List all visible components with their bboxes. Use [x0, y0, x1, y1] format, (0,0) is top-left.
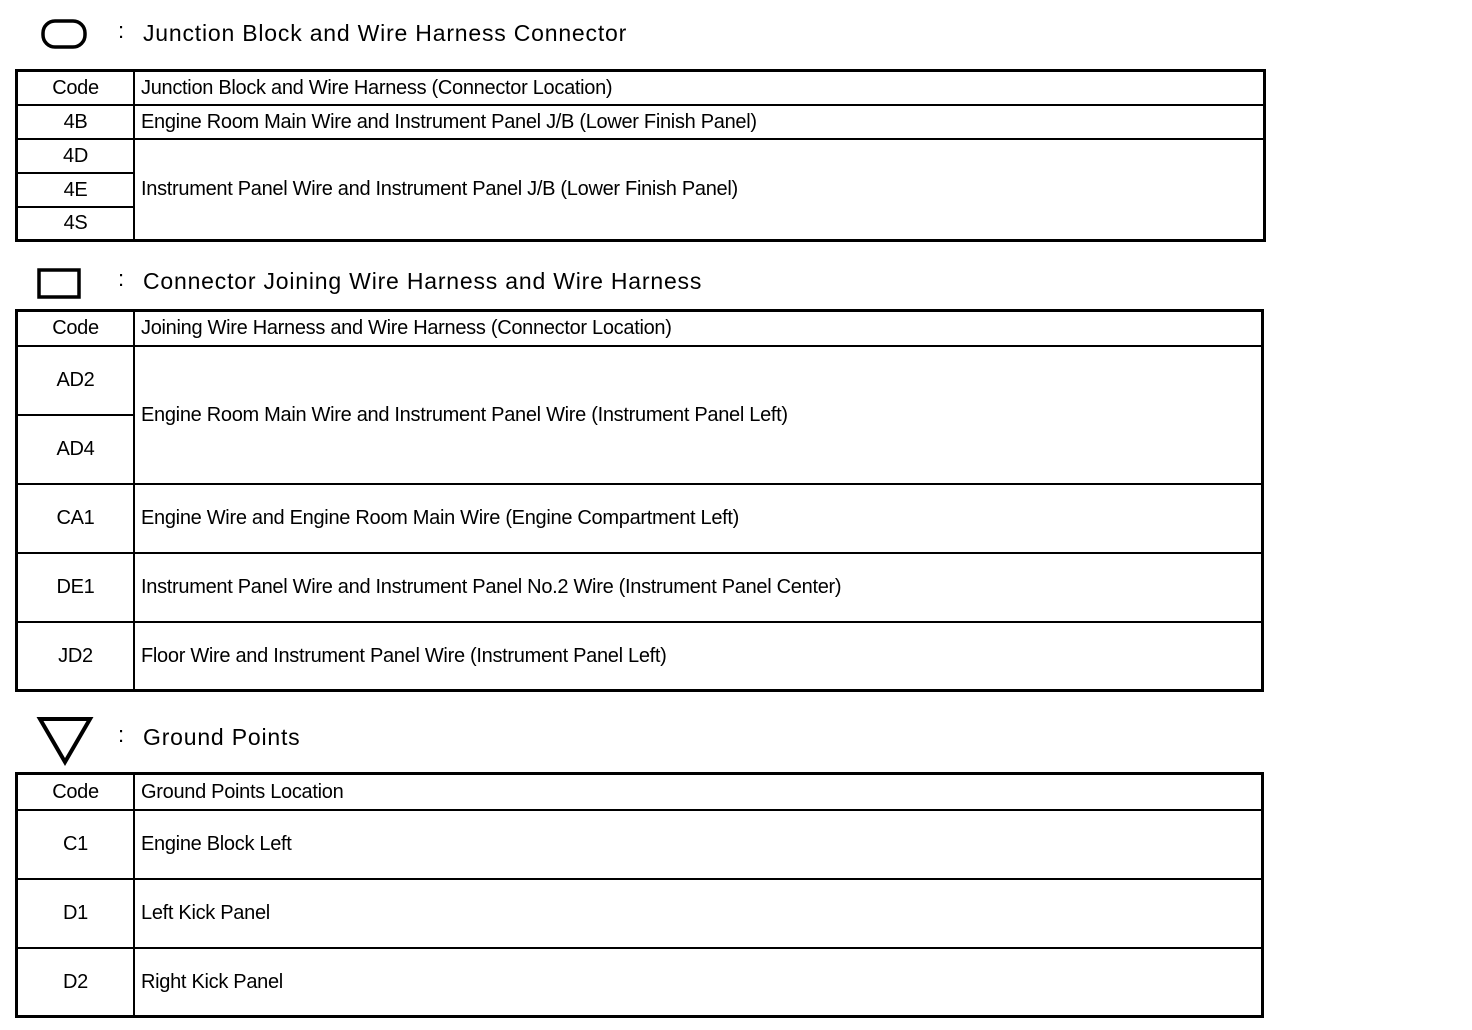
code-header: Code	[17, 311, 135, 346]
junction-table	[15, 69, 1266, 242]
row-code: JD2	[17, 622, 135, 691]
row-code: 4S	[17, 207, 135, 241]
row-location: Right Kick Panel	[134, 948, 1263, 1017]
row-location: Engine Block Left	[134, 810, 1263, 879]
junction-section-heading	[0, 14, 1300, 54]
junction-colon: :	[118, 18, 125, 43]
table-header-row	[17, 774, 1263, 810]
triangle-symbol-icon	[36, 716, 96, 768]
row-location: Left Kick Panel	[134, 879, 1263, 948]
ground-section-heading	[0, 716, 1300, 756]
code-header: Code	[17, 774, 135, 810]
row-location: Engine Room Main Wire and Instrument Panel J/B (Lower Finish Panel)	[134, 105, 1265, 139]
connector-section-heading	[0, 262, 1300, 302]
ground-colon: :	[118, 722, 125, 747]
ground-section-title: Ground Points	[143, 724, 301, 750]
location-header: Junction Block and Wire Harness (Connector Location)	[134, 71, 1265, 105]
row-code: 4B	[17, 105, 135, 139]
connector-table	[15, 309, 1264, 692]
row-location: Engine Room Main Wire and Instrument Panel Wire (Instrument Panel Left)	[134, 346, 1263, 484]
row-code: DE1	[17, 553, 135, 622]
row-code: AD4	[17, 415, 135, 484]
row-code: 4E	[17, 173, 135, 207]
row-location: Engine Wire and Engine Room Main Wire (Engine Compartment Left)	[134, 484, 1263, 553]
row-code: CA1	[17, 484, 135, 553]
row-location: Floor Wire and Instrument Panel Wire (Instrument Panel Left)	[134, 622, 1263, 691]
table-row	[17, 346, 1263, 415]
table-row	[17, 879, 1263, 948]
location-header: Ground Points Location	[134, 774, 1263, 810]
row-code: D1	[17, 879, 135, 948]
row-code: AD2	[17, 346, 135, 415]
table-row	[17, 484, 1263, 553]
junction-section-title: Junction Block and Wire Harness Connector	[143, 20, 628, 46]
table-row	[17, 105, 1265, 139]
row-code: C1	[17, 810, 135, 879]
code-header: Code	[17, 71, 135, 105]
table-row	[17, 810, 1263, 879]
rounded-rectangle-symbol-icon	[40, 18, 90, 52]
connector-colon: :	[118, 266, 125, 291]
table-row	[17, 622, 1263, 691]
table-row	[17, 948, 1263, 1017]
table-header-row	[17, 71, 1265, 105]
location-header: Joining Wire Harness and Wire Harness (Connector Location)	[134, 311, 1263, 346]
row-code: D2	[17, 948, 135, 1017]
ground-table	[15, 772, 1264, 1018]
table-row	[17, 553, 1263, 622]
row-location: Instrument Panel Wire and Instrument Panel No.2 Wire (Instrument Panel Center)	[134, 553, 1263, 622]
table-row	[17, 139, 1265, 173]
rectangle-symbol-icon	[36, 266, 84, 302]
row-location: Instrument Panel Wire and Instrument Panel J/B (Lower Finish Panel)	[134, 139, 1265, 241]
table-header-row	[17, 311, 1263, 346]
connector-section-title: Connector Joining Wire Harness and Wire Harness	[143, 268, 703, 294]
row-code: 4D	[17, 139, 135, 173]
